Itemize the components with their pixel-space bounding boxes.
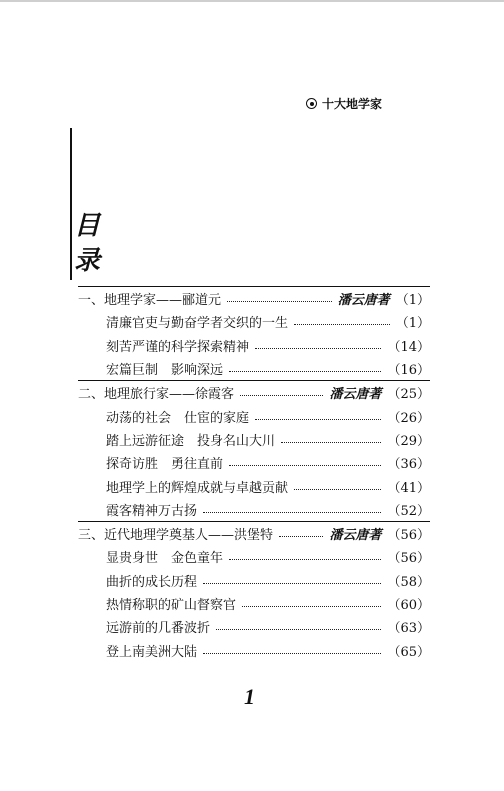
toc-page-number: （56） bbox=[387, 551, 430, 567]
toc-entry-label: 热情称职的矿山督察官 bbox=[106, 598, 237, 613]
toc-author: 潘云唐著 bbox=[329, 528, 382, 544]
toc-title-char-1: 目 bbox=[74, 211, 101, 241]
toc-section-row[interactable] bbox=[78, 404, 430, 427]
toc-entry-label: 探奇访胜 勇往直前 bbox=[106, 457, 224, 473]
toc-entry-label: 远游前的几番波折 bbox=[106, 621, 211, 637]
toc-section-row[interactable] bbox=[78, 638, 430, 661]
toc-section-row[interactable] bbox=[78, 428, 430, 451]
toc-section-row[interactable] bbox=[78, 310, 430, 333]
dot-leader bbox=[229, 465, 381, 466]
toc-chapter-row[interactable] bbox=[78, 286, 430, 310]
dot-leader bbox=[281, 442, 381, 443]
toc-page-number: （1） bbox=[395, 316, 430, 332]
toc-entry-label: 二、地理旅行家——徐霞客 bbox=[78, 387, 235, 403]
toc-page-number: （29） bbox=[387, 433, 430, 449]
toc-section-row[interactable] bbox=[78, 334, 430, 357]
dot-leader bbox=[255, 348, 381, 349]
toc-chapter-row[interactable] bbox=[78, 521, 430, 545]
table-of-contents bbox=[78, 286, 430, 662]
toc-section-row[interactable] bbox=[78, 474, 430, 497]
toc-entry-label: 刻苦严谨的科学探索精神 bbox=[106, 339, 250, 355]
dot-leader bbox=[294, 324, 390, 325]
toc-entry-label: 登上南美洲大陆 bbox=[106, 644, 198, 660]
page-number-footer: 1 bbox=[244, 684, 255, 709]
toc-entry-label: 踏上远游征途 投身名山大川 bbox=[106, 433, 276, 449]
dot-leader bbox=[203, 653, 381, 654]
toc-entry-label: 显贵身世 金色童年 bbox=[106, 551, 224, 567]
top-border-rule bbox=[0, 0, 504, 2]
toc-section-row[interactable] bbox=[78, 592, 430, 615]
toc-section-row[interactable] bbox=[78, 357, 430, 380]
dot-leader bbox=[229, 559, 381, 560]
toc-author: 潘云唐著 bbox=[329, 387, 382, 403]
toc-page-number: （1） bbox=[395, 293, 430, 309]
toc-page-number: （36） bbox=[387, 457, 430, 473]
toc-page-number: （58） bbox=[387, 574, 430, 590]
toc-entry-label: 曲折的成长历程 bbox=[106, 574, 198, 590]
toc-entry-label: 地理学上的辉煌成就与卓越贡献 bbox=[106, 480, 289, 496]
toc-section-row[interactable] bbox=[78, 498, 430, 521]
dot-leader bbox=[229, 371, 381, 372]
toc-section-row[interactable] bbox=[78, 545, 430, 568]
toc-page-number: （25） bbox=[387, 387, 430, 403]
dot-leader bbox=[242, 606, 381, 607]
dot-leader bbox=[294, 489, 381, 490]
toc-entry-label: 动荡的社会 仕宦的家庭 bbox=[106, 410, 250, 426]
toc-page-number: （56） bbox=[387, 528, 430, 544]
toc-section-row[interactable] bbox=[78, 569, 430, 592]
toc-page-number: （52） bbox=[387, 503, 430, 519]
toc-page-number: （41） bbox=[387, 480, 430, 496]
series-title: 十大地学家 bbox=[322, 97, 383, 111]
dot-leader bbox=[203, 583, 381, 584]
toc-entry-label: 三、近代地理学奠基人——洪堡特 bbox=[78, 528, 274, 544]
toc-entry-label: 一、地理学家——郦道元 bbox=[78, 293, 222, 309]
toc-author: 潘云唐著 bbox=[337, 293, 390, 309]
toc-section-row[interactable] bbox=[78, 451, 430, 474]
toc-page-number: （60） bbox=[387, 598, 430, 613]
series-header bbox=[306, 95, 382, 112]
toc-page-number: （65） bbox=[387, 644, 430, 660]
toc-page-number: （16） bbox=[387, 363, 430, 379]
left-margin-bar bbox=[70, 128, 72, 280]
toc-page-number: （26） bbox=[387, 410, 430, 426]
dot-leader bbox=[203, 512, 381, 513]
toc-page-number: （14） bbox=[387, 339, 430, 355]
dot-leader bbox=[240, 395, 323, 396]
toc-entry-label: 清廉官吏与勤奋学者交织的一生 bbox=[106, 316, 289, 332]
dot-leader bbox=[255, 419, 381, 420]
toc-title-char-2: 录 bbox=[74, 246, 101, 276]
circle-dot-icon bbox=[306, 98, 317, 109]
toc-entry-label: 霞客精神万古扬 bbox=[106, 503, 198, 519]
toc-page-number: （63） bbox=[387, 621, 430, 637]
dot-leader bbox=[279, 536, 323, 537]
dot-leader bbox=[216, 629, 381, 630]
toc-chapter-row[interactable] bbox=[78, 380, 430, 404]
dot-leader bbox=[227, 301, 332, 302]
toc-section-row[interactable] bbox=[78, 615, 430, 638]
toc-entry-label: 宏篇巨制 影响深远 bbox=[106, 363, 224, 379]
